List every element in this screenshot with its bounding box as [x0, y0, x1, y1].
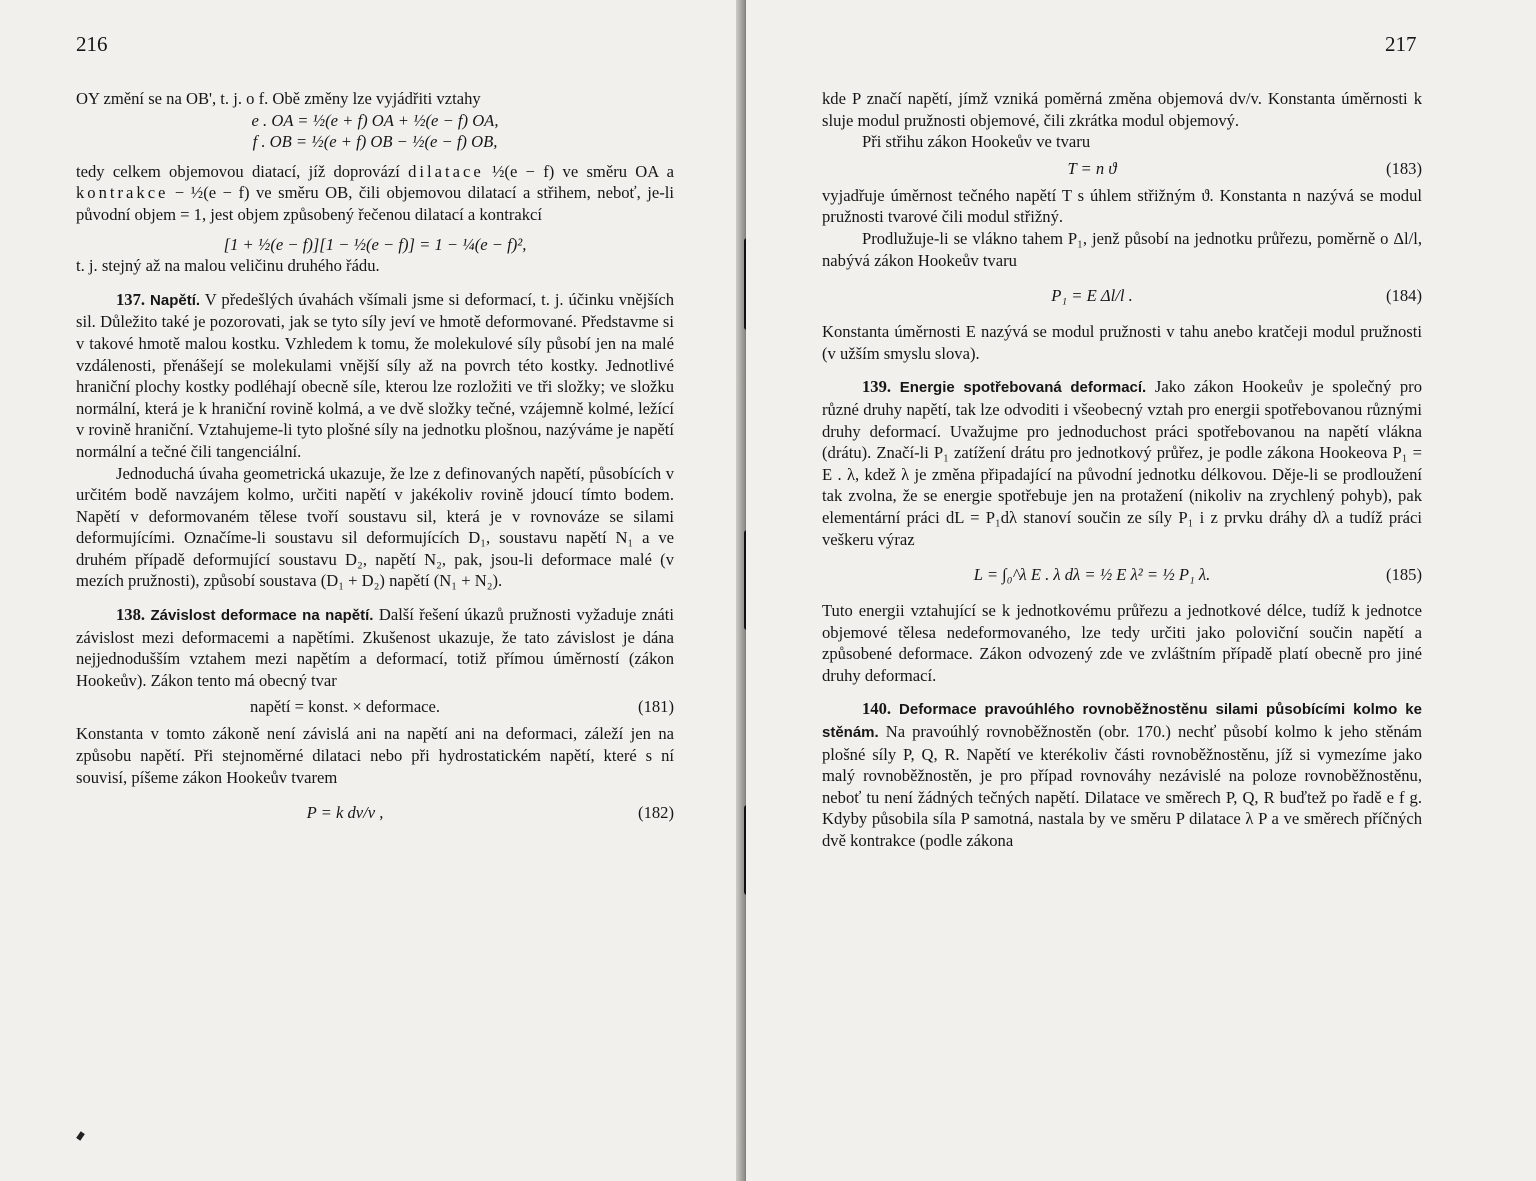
equation-183 — [822, 153, 1422, 185]
equation-185 — [822, 550, 1422, 600]
section-137-number: 137. — [116, 289, 146, 309]
page-number-right: 217 — [1385, 32, 1417, 56]
equation-185-body: L = ∫₀^λ E . λ dλ = ½ E λ² = ½ P₁ λ. — [973, 565, 1211, 585]
section-138 — [76, 604, 674, 838]
equation-182-body: P = k dv/v , — [306, 803, 384, 823]
term-dilatace: dilatace — [408, 161, 484, 181]
intro-line: OY změní se na OB', t. j. o f. Obě změny lze vyjádřiti vztahy — [76, 89, 481, 108]
section-139 — [822, 376, 1422, 686]
equation-181 — [76, 691, 674, 723]
section-139-paragraph-2: Tuto energii vztahující se k jednotkovému průřezu a jednotkové délce, tudíž k jednotce objemové tělesa nedeformovaného, lze tedy určiti jako poloviční součin napětí a způsobené deformace. Zákon odvozený zde ve zvláštním případě platí obecně pro jiné druhy deformací. — [822, 601, 1422, 685]
section-140 — [822, 698, 1422, 851]
section-138-number: 138. — [116, 605, 146, 625]
term-kontrakce: kontrakce — [76, 183, 169, 203]
right-paragraph-1: kde P značí napětí, jímž vzniká poměrná změna objemová dv/v. Konstanta úměrnosti k sluje modul pružnosti objemové, čili zkrátka modul objemový. — [822, 89, 1422, 130]
equation-183-number: (183) — [1386, 158, 1422, 178]
page-number-left: 216 — [76, 32, 108, 56]
section-140-paragraph-1: 140. Deformace pravoúhlého rovnoběžnostěnu silami působícími kolmo ke stěnám. Na pravoúhlý rovnoběžnostěn (obr. 170.) nechť působí kolmo k jeho stěnám plošné síly P, Q, R. Napětí ve kterékoliv části rovnoběžnostěnu, jíž si vymezíme jako malý rovnoběžnostěn, je pro případ rovnováhy nezávislé na poloze rovnoběžnostěnu, neboť tu není žádných tečných napětí. Dilatace ve směrech P, Q, R buďtež po řadě e f g. Kdyby působila síla P samotná, nastala by ve směru P dilatace λ P a ve směrech příčných dvě kontrakce (podle zákona — [822, 699, 1422, 851]
equation-volume: [1 + ½(e − f)][1 − ½(e − f)] = 1 − ¼(e − f)², — [223, 234, 527, 254]
left-page — [0, 0, 746, 1181]
section-138-paragraph-2: Konstanta v tomto zákoně není závislá ani na napětí ani na deformaci, záleží jen na způsobu napětí. Při stejnoměrné dilataci nebo při hydrostatickém napětí, které s ní souvisí, píšeme zákon Hookeův tvarem — [76, 724, 674, 787]
equation-184-body: P₁ = E Δl/l . — [1051, 286, 1133, 306]
section-139-paragraph-1: 139. Energie spotřebovaná deformací. Jako zákon Hookeův je společný pro různé druhy napětí, tak lze odvoditi i všeobecný vztah pro energii spotřebovanou různými druhy deformací. Uvažujme pro jednoduchost práci spotřebovanou na napětí vlákna (drátu). Značí-li P₁ zatížení drátu pro jednotkový průřez, je podle zákona Hookeova P₁ = E . λ, kdež λ je změna připadající na původní jednotku délkovou. Děje-li se prodloužení tak zvolna, že se energie spotřebuje jen na protažení (nikoliv na zrychlený pohyb), pak elementární práci dL = P₁dλ stanoví součin ze síly P₁ i z prvku dráhy dλ a tudíž práci veškeru výraz — [822, 377, 1422, 549]
section-138-paragraph-1: 138. Závislost deformace na napětí. Další řešení úkazů pružnosti vyžaduje znáti závislost mezi deformacemi a napětími. Zkušenost ukazuje, že tato závislost je dána nejjednodušším vztahem mezi napětím a deformací, totiž přímou úměrností (zákon Hookeův). Zákon tento má obecný tvar — [76, 605, 674, 690]
equation-182 — [76, 788, 674, 838]
equation-181-number: (181) — [638, 697, 674, 717]
section-140-number: 140. — [862, 699, 892, 719]
equation-181-body: napětí = konst. × deformace. — [249, 697, 441, 717]
intro-conclusion: t. j. stejný až na malou veličinu druhého řádu. — [76, 256, 380, 276]
equation-184-number: (184) — [1386, 286, 1422, 306]
section-137-title: Napětí. — [150, 291, 201, 309]
equation-ob: f . OB = ½(e + f) OB − ½(e − f) OB, — [252, 132, 498, 152]
right-paragraph-5: Konstanta úměrnosti E nazývá se modul pružnosti v tahu anebo kratčeji modul pružnosti (v užším smyslu slova). — [822, 322, 1422, 363]
equation-185-number: (185) — [1386, 565, 1422, 585]
section-139-title: Energie spotřebovaná deformací. — [899, 379, 1147, 397]
ink-speck — [76, 1131, 85, 1140]
right-text-column — [822, 88, 1422, 852]
section-137-paragraph-2: Jednoduchá úvaha geometrická ukazuje, že lze z definovaných napětí, působících v určitém bodě navzájem kolmo, určiti napětí v jakékoliv rovině jdoucí tímto bodem. Napětí v deformovaném tělese tvoří soustavu sil, která je v rovnováze se silami deformujícími. Označíme-li soustavu sil deformujících D₁, soustavu napětí N₁ a ve druhém případě deformující soustavu D₂, napětí N₂, pak, jsou-li deformace malé (v mezích pružnosti), způsobí soustava (D₁ + D₂) napětí (N₁ + N₂). — [76, 463, 674, 591]
right-paragraph-4: Prodlužuje-li se vlákno tahem P₁, jenž působí na jednotku průřezu, poměrně o Δl/l, nabývá zákon Hookeův tvaru — [822, 228, 1422, 270]
section-139-number: 139. — [862, 377, 892, 397]
right-paragraph-2: Při střihu zákon Hookeův ve tvaru — [862, 132, 1091, 152]
right-paragraph-3: vyjadřuje úměrnost tečného napětí T s úhlem střižným ϑ. Konstanta n nazývá se modul pružnosti tvarové čili modul střižný. — [822, 185, 1422, 227]
equation-182-number: (182) — [638, 803, 674, 823]
left-text-column — [76, 88, 674, 838]
equation-oa: e . OA = ½(e + f) OA + ½(e − f) OA, — [251, 110, 499, 130]
equation-183-body: T = n ϑ — [1067, 158, 1117, 178]
section-137-paragraph-1: 137. Napětí. V předešlých úvahách všímali jsme si deformací, t. j. účinku vnějších sil. Důležito také je pozorovati, jak se tyto síly jeví ve hmotě deformované. Představme si v takové hmotě malou kostku. Vzhledem k tomu, že molekulové síly působí jen na malé vzdálenosti, přenášejí se molekulami vnější síly až na povrch této kostky. Jednotlivé hraniční plochy kostky podléhají obecně síle, kterou lze rozložiti ve tři složky; ve složku normální, která je k hraniční rovině kolmá, a ve dvě složky tečné, vzájemně kolmé, ležící v rovině hraniční. Vztahujeme-li tyto plošné síly na jednotku plošnou, nazýváme je napětí normální a tečné čili tangenciální. — [76, 289, 674, 461]
equation-184 — [822, 271, 1422, 321]
section-138-title: Závislost deformace na napětí. — [150, 607, 374, 625]
intro-paragraph: tedy celkem objemovou diatací, jíž doprovází dilatace ½(e − f) ve směru OA a kontrakce − ½(e − f) ve směru OB, čili objemovou dilatací a střihem, neboť, je-li původní objem = 1, jest objem způsobený řečenou dilatací a kontrakcí — [76, 161, 674, 224]
section-140-title: Deformace pravoúhlého rovnoběžnostěnu silami působícími kolmo ke stěnám. — [822, 701, 1422, 742]
section-137 — [76, 289, 674, 592]
